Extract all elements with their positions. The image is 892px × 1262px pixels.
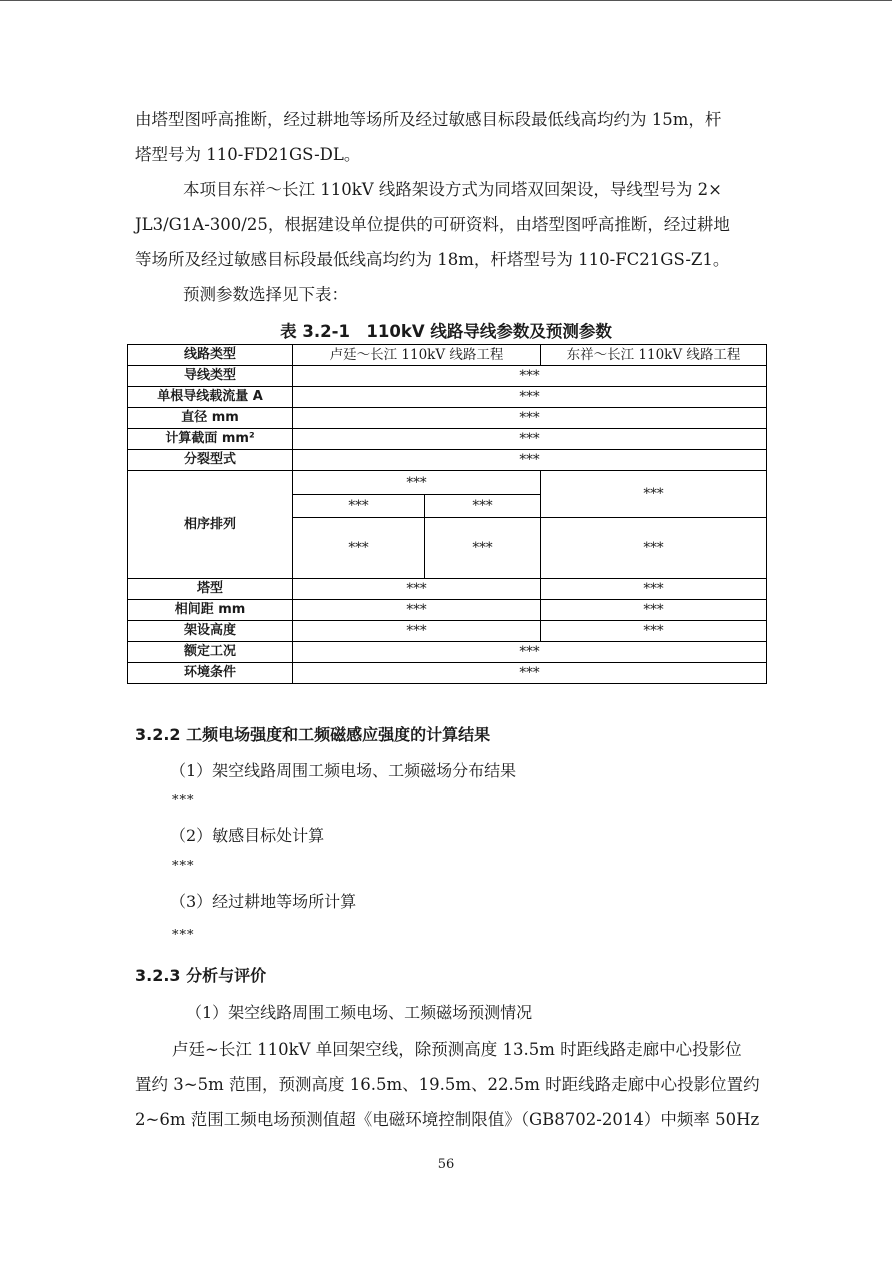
table-row xyxy=(128,621,767,642)
table-row xyxy=(128,366,767,387)
row-label: 导线类型 xyxy=(128,366,293,387)
paragraph-line: 本项目东祥～长江 110kV 线路架设方式为同塔双回架设，导线型号为 2× xyxy=(183,180,722,199)
table-cell: *** xyxy=(541,471,767,518)
row-label: 相间距 mm xyxy=(128,600,293,621)
table-cell: *** xyxy=(293,495,425,518)
table-cell: *** xyxy=(293,471,541,495)
table-cell: *** xyxy=(541,518,767,579)
table-cell: *** xyxy=(293,450,767,471)
row-label: 额定工况 xyxy=(128,642,293,663)
list-item: （2）敏感目标处计算 xyxy=(170,826,325,845)
table-row xyxy=(128,429,767,450)
paragraph-line: 预测参数选择见下表： xyxy=(183,285,348,304)
row-label: 单根导线载流量 A xyxy=(128,387,293,408)
row-label: 架设高度 xyxy=(128,621,293,642)
column-header: 东祥～长江 110kV 线路工程 xyxy=(541,345,767,366)
section-heading: 3.2.3 分析与评价 xyxy=(135,966,267,985)
table-cell: *** xyxy=(293,387,767,408)
table-cell: *** xyxy=(293,366,767,387)
row-label: 线路类型 xyxy=(128,345,293,366)
table-cell: *** xyxy=(293,518,425,579)
table-cell: *** xyxy=(541,579,767,600)
table-cell: *** xyxy=(293,663,767,684)
table-cell: *** xyxy=(293,600,541,621)
list-item: （1）架空线路周围工频电场、工频磁场预测情况 xyxy=(186,1003,533,1022)
table-cell: *** xyxy=(293,429,767,450)
table-row xyxy=(128,408,767,429)
row-label: 塔型 xyxy=(128,579,293,600)
paragraph-line: 塔型号为 110-FD21GS-DL。 xyxy=(135,145,361,164)
row-label: 环境条件 xyxy=(128,663,293,684)
table-row xyxy=(128,663,767,684)
table-cell: *** xyxy=(425,518,541,579)
table-cell: *** xyxy=(293,642,767,663)
table-cell: *** xyxy=(425,495,541,518)
placeholder-text: *** xyxy=(172,859,195,874)
table-row xyxy=(128,642,767,663)
parameter-table xyxy=(127,344,767,684)
placeholder-text: *** xyxy=(172,793,195,808)
paragraph-line: 2~6m 范围工频电场预测值超《电磁环境控制限值》（GB8702-2014）中频率 50Hz xyxy=(135,1110,760,1129)
table-row xyxy=(128,450,767,471)
placeholder-text: *** xyxy=(172,928,195,943)
section-heading: 3.2.2 工频电场强度和工频磁感应强度的计算结果 xyxy=(135,725,491,744)
row-label: 直径 mm xyxy=(128,408,293,429)
table-cell: *** xyxy=(541,621,767,642)
paragraph-line: 由塔型图呼高推断，经过耕地等场所及经过敏感目标段最低线高均约为 15m，杆 xyxy=(135,110,722,129)
table-caption: 表 3.2-1 110kV 线路导线参数及预测参数 xyxy=(280,322,612,341)
page-top-border xyxy=(0,0,892,1)
table-cell: *** xyxy=(293,621,541,642)
row-label: 分裂型式 xyxy=(128,450,293,471)
table-row xyxy=(128,600,767,621)
table-cell: *** xyxy=(293,579,541,600)
table-row xyxy=(128,471,767,495)
row-label: 计算截面 mm² xyxy=(128,429,293,450)
paragraph-line: 置约 3~5m 范围，预测高度 16.5m、19.5m、22.5m 时距线路走廊中心投影位置约 xyxy=(135,1075,760,1094)
table-row xyxy=(128,579,767,600)
table-row xyxy=(128,345,767,366)
row-label: 相序排列 xyxy=(128,471,293,579)
list-item: （1）架空线路周围工频电场、工频磁场分布结果 xyxy=(170,761,517,780)
column-header: 卢廷～长江 110kV 线路工程 xyxy=(293,345,541,366)
table-cell: *** xyxy=(293,408,767,429)
table-cell: *** xyxy=(541,600,767,621)
paragraph-line: JL3/G1A-300/25，根据建设单位提供的可研资料，由塔型图呼高推断，经过耕地 xyxy=(135,215,730,234)
paragraph-line: 卢廷~长江 110kV 单回架空线，除预测高度 13.5m 时距线路走廊中心投影位 xyxy=(172,1040,742,1059)
page-number: 56 xyxy=(437,1157,455,1172)
table-row xyxy=(128,387,767,408)
list-item: （3）经过耕地等场所计算 xyxy=(170,892,357,911)
paragraph-line: 等场所及经过敏感目标段最低线高均约为 18m，杆塔型号为 110-FC21GS-Z1。 xyxy=(135,250,730,269)
